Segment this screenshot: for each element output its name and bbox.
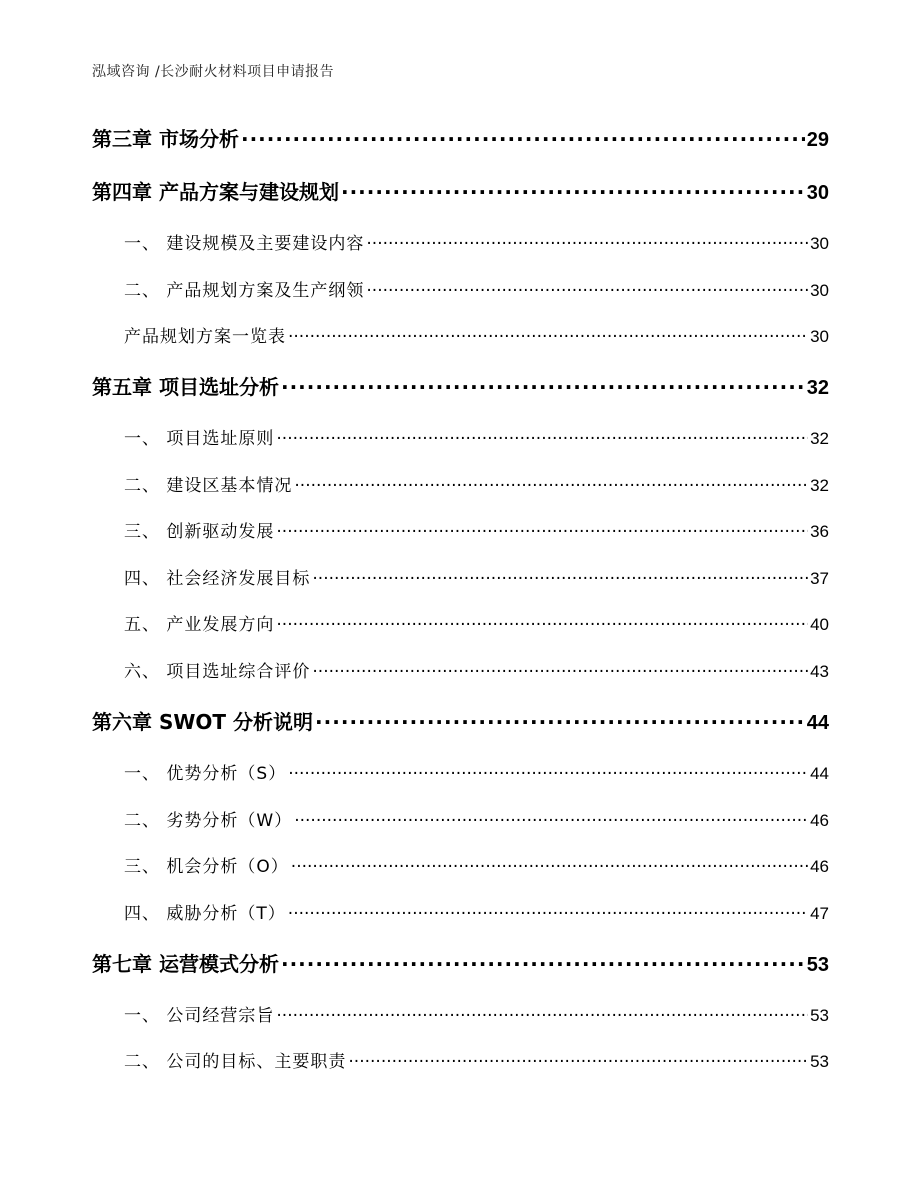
toc-entry-chapter-3[interactable] <box>92 123 829 152</box>
toc-entry-subsection[interactable] <box>92 322 829 347</box>
toc-dot-leader <box>281 951 805 971</box>
toc-dot-leader <box>341 179 805 199</box>
toc-page-number: 46 <box>810 811 829 830</box>
toc-dot-leader <box>312 567 808 584</box>
toc-entry-chapter-4[interactable] <box>92 176 829 205</box>
toc-entry-title: 第五章 项目选址分析 <box>92 375 279 399</box>
toc-dot-leader <box>348 1050 808 1067</box>
toc-entry-section[interactable] <box>92 806 829 831</box>
toc-entry-title: 第七章 运营模式分析 <box>92 952 279 976</box>
toc-entry-title: 一、 优势分析（S） <box>124 764 287 784</box>
toc-entry-title: 二、 产品规划方案及生产纲领 <box>124 281 365 301</box>
toc-entry-section[interactable] <box>92 424 829 449</box>
toc-dot-leader <box>366 279 808 296</box>
toc-page-number: 53 <box>810 1052 829 1071</box>
toc-page-number: 37 <box>810 569 829 588</box>
toc-entry-section[interactable] <box>92 1047 829 1072</box>
toc-dot-leader <box>241 126 805 146</box>
toc-dot-leader <box>315 709 805 729</box>
toc-entry-section[interactable] <box>92 1001 829 1026</box>
toc-entry-title: 一、 建设规模及主要建设内容 <box>124 234 365 254</box>
page-header: 泓域咨询 /长沙耐火材料项目申请报告 <box>92 64 335 80</box>
toc-entry-section[interactable] <box>92 564 829 589</box>
toc-page-number: 40 <box>810 615 829 634</box>
toc-dot-leader <box>281 374 805 394</box>
toc-entry-title: 第六章 SWOT 分析说明 <box>92 710 314 734</box>
toc-dot-leader <box>276 520 808 537</box>
toc-page-number: 47 <box>810 904 829 923</box>
toc-entry-title: 第三章 市场分析 <box>92 127 239 151</box>
toc-page-number: 44 <box>806 712 829 734</box>
toc-entry-section[interactable] <box>92 759 829 784</box>
toc-entry-section[interactable] <box>92 229 829 254</box>
toc-entry-title: 三、 机会分析（O） <box>124 857 289 877</box>
toc-entry-title: 第四章 产品方案与建设规划 <box>92 180 339 204</box>
toc-entry-title: 四、 社会经济发展目标 <box>124 569 311 589</box>
header-divider <box>92 86 828 87</box>
toc-entry-section[interactable] <box>92 899 829 924</box>
toc-page-number: 53 <box>810 1006 829 1025</box>
toc-dot-leader <box>294 809 808 826</box>
toc-page-number: 36 <box>810 522 829 541</box>
toc-entry-title: 一、 公司经营宗旨 <box>124 1006 275 1026</box>
toc-page-number: 53 <box>806 954 829 976</box>
toc-entry-section[interactable] <box>92 471 829 496</box>
toc-entry-chapter-6[interactable] <box>92 706 829 735</box>
toc-page-number: 30 <box>810 327 829 346</box>
toc-entry-title: 二、 建设区基本情况 <box>124 476 293 496</box>
toc-entry-title: 三、 创新驱动发展 <box>124 522 275 542</box>
toc-dot-leader <box>291 855 808 872</box>
toc-dot-leader <box>312 660 808 677</box>
toc-page-number: 32 <box>810 429 829 448</box>
toc-entry-title: 一、 项目选址原则 <box>124 429 275 449</box>
toc-entry-section[interactable] <box>92 610 829 635</box>
toc-entry-title: 二、 公司的目标、主要职责 <box>124 1052 347 1072</box>
toc-page-number: 29 <box>806 129 829 151</box>
toc-entry-title: 五、 产业发展方向 <box>124 615 275 635</box>
toc-page-number: 43 <box>810 662 829 681</box>
toc-page-number: 44 <box>810 764 829 783</box>
toc-entry-section[interactable] <box>92 657 829 682</box>
toc-entry-section[interactable] <box>92 517 829 542</box>
toc-page-number: 30 <box>810 281 829 300</box>
toc-dot-leader <box>276 427 808 444</box>
toc-entry-chapter-5[interactable] <box>92 371 829 400</box>
toc-page-number: 32 <box>806 377 829 399</box>
toc-dot-leader <box>366 232 808 249</box>
toc-entry-title: 产品规划方案一览表 <box>124 327 286 347</box>
toc-dot-leader <box>276 613 808 630</box>
toc-page-number: 30 <box>806 182 829 204</box>
toc-entry-section[interactable] <box>92 852 829 877</box>
toc-dot-leader <box>288 762 808 779</box>
toc-dot-leader <box>294 474 808 491</box>
toc-page-number: 30 <box>810 234 829 253</box>
toc-page-number: 32 <box>810 476 829 495</box>
toc-entry-chapter-7[interactable] <box>92 948 829 977</box>
toc-dot-leader <box>288 325 808 342</box>
toc-entry-title: 四、 威胁分析（T） <box>124 904 286 924</box>
toc-entry-section[interactable] <box>92 276 829 301</box>
toc-dot-leader <box>276 1004 808 1021</box>
toc-dot-leader <box>288 902 808 919</box>
toc-page-number: 46 <box>810 857 829 876</box>
toc-entry-title: 六、 项目选址综合评价 <box>124 662 311 682</box>
toc-entry-title: 二、 劣势分析（W） <box>124 811 293 831</box>
